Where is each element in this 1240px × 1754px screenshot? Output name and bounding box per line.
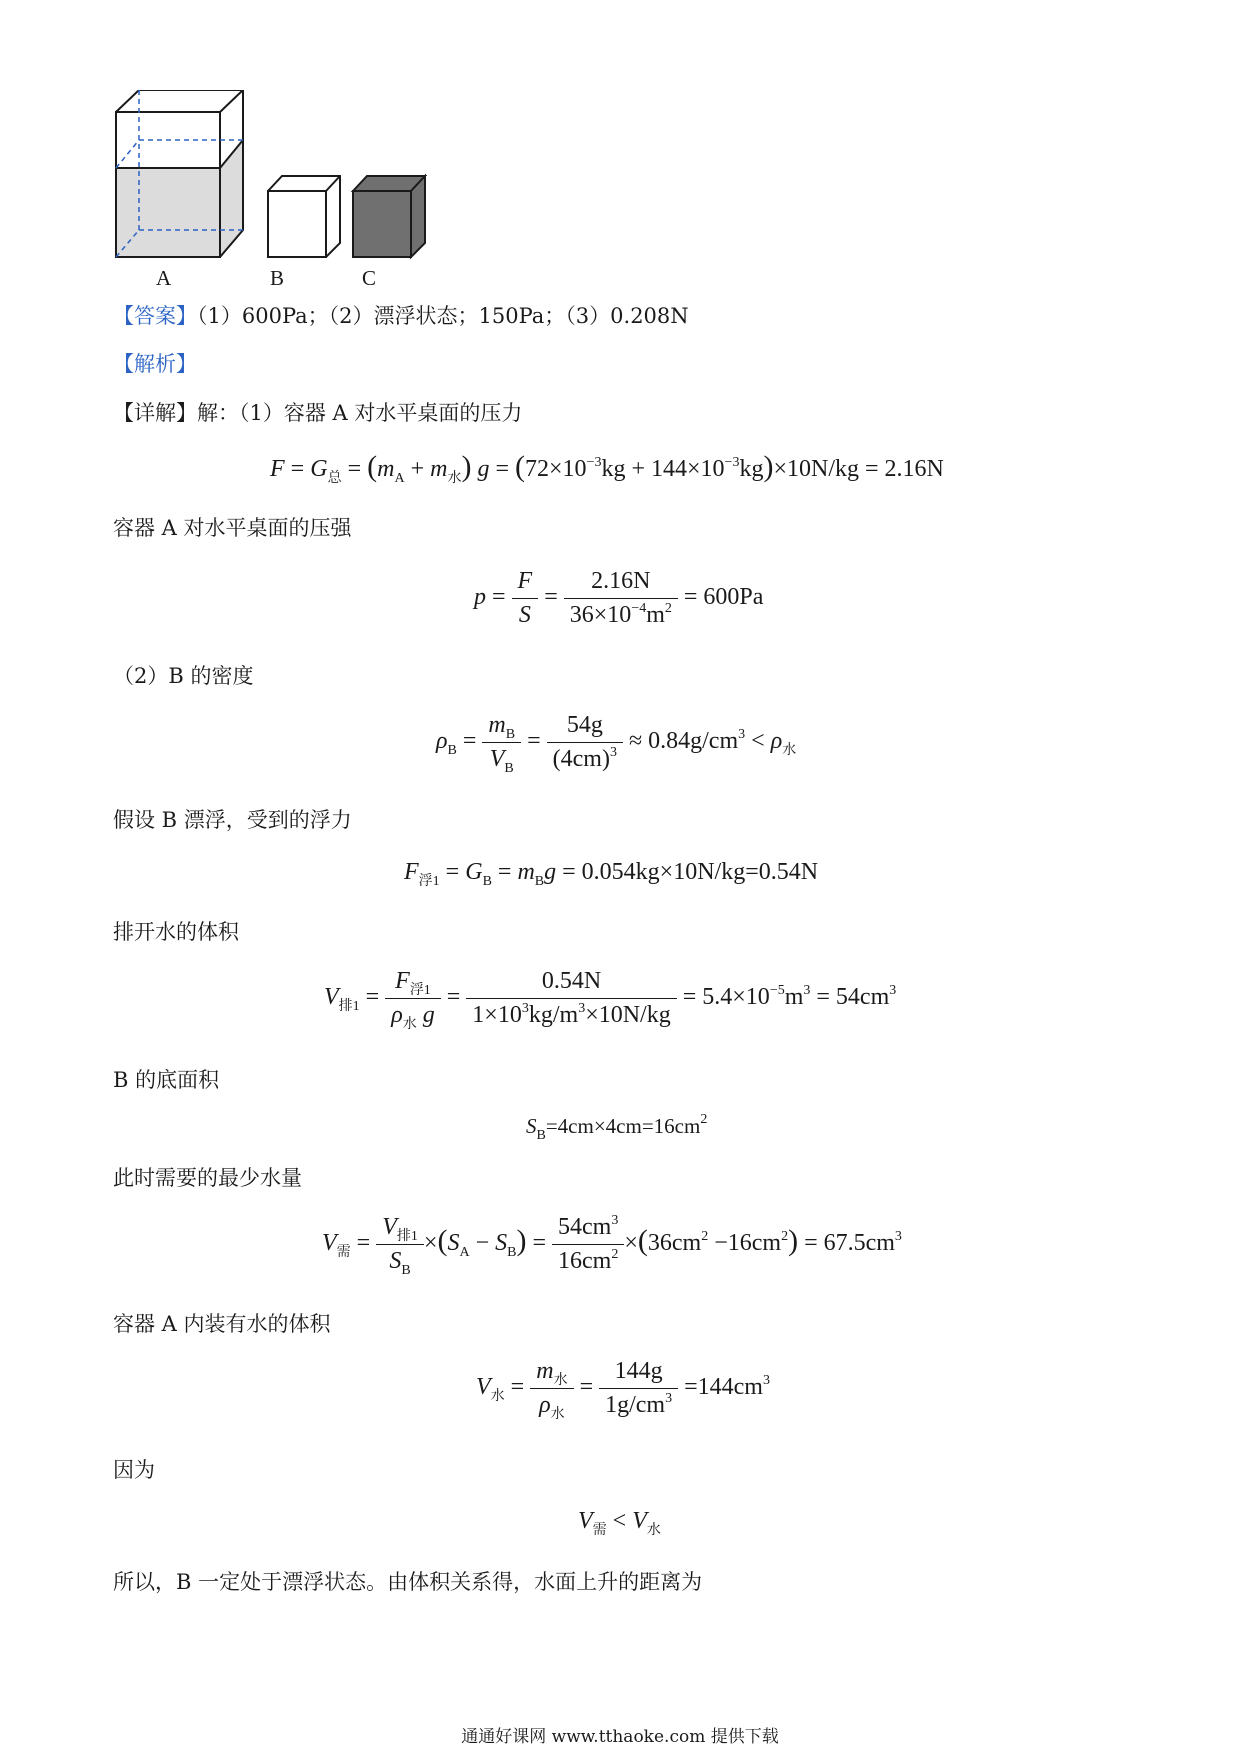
equation-7: $V_需$ = $\frac{V_{排1}}{S_B}$ $\times(S_A - S_B)$ = $\frac{54cm^3}{16cm^2}$ $\times(36cm^2 -16cm^2) = 67.5cm^3$ <box>322 1213 902 1278</box>
text-conclusion: 所以，B 一定处于漂浮状态。由体积关系得，水面上升的距离为 <box>113 1570 703 1594</box>
figure-label-c: C <box>362 266 377 290</box>
text-min-water: 此时需要的最少水量 <box>113 1166 302 1190</box>
text-displaced: 排开水的体积 <box>113 920 239 944</box>
text-because: 因为 <box>113 1458 155 1482</box>
water-side <box>220 140 243 257</box>
equation-8: $V_水$ = $\frac{m_水}{\rho_水}$ = $\frac{144g}{1g/cm^3}$ $=144cm^3$ <box>476 1358 770 1422</box>
text-pressure: 容器 A 对水平桌面的压强 <box>113 516 352 540</box>
equation-1: $F = G_总 = (m_A + m_水) g = (72\times 10^{-3}kg + 144\times 10^{-3}kg)\times 10N/kg = 2.16N$ <box>270 450 944 486</box>
block-c <box>353 176 425 257</box>
page-footer: 通通好课网 www.tthaoke.com 提供下载 <box>461 1727 779 1747</box>
figure-containers <box>110 90 430 290</box>
detail-tag: 【详解】 <box>113 401 197 425</box>
equation-6: $S_B=4cm\times 4cm=16cm^2$ <box>526 1112 708 1143</box>
detail-intro: 解：（1）容器 A 对水平桌面的压力 <box>197 401 523 425</box>
container-a <box>116 90 243 257</box>
block-b <box>268 176 340 257</box>
answer-line <box>113 302 689 330</box>
analysis-tag: 【解析】 <box>113 352 197 376</box>
equation-2: p = $\frac{F}{S}$ = $\frac{2.16N}{36\times 10^{-4}m^2}$ = 600Pa <box>474 568 764 628</box>
answer-text: （1）600Pa；（2）漂浮状态；150Pa；（3）0.208N <box>197 304 689 328</box>
equation-3: $\rho_B$ = $\frac{m_B}{V_B}$ = $\frac{54g}{(4cm)^3}$ ≈ $0.84g/cm^3 < \rho_水$ <box>436 712 797 776</box>
text-water-volume: 容器 A 内装有水的体积 <box>113 1312 331 1336</box>
equation-4: $F_{浮1} = G_B = m_Bg = 0.054kg\times 10N/kg=0.54N$ <box>404 859 819 889</box>
text-base-area: B 的底面积 <box>113 1068 220 1092</box>
figure-label-b: B <box>270 266 285 290</box>
water-front-upper <box>116 168 220 226</box>
equation-5: $V_{排1}$ = $\frac{F_{浮1}}{\rho_水 g}$ = $\frac{0.54N}{1\times 10^3kg/m^3\times 10N/kg}$ = $5.4\times 10^{-5}m^3 = 54cm^3$ <box>324 968 897 1032</box>
detail-line <box>113 399 522 427</box>
figure-label-a: A <box>156 266 172 290</box>
equation-9: $V_需 < V_水$ <box>578 1508 661 1538</box>
answer-tag: 【答案】 <box>113 304 197 328</box>
text-density: （2）B 的密度 <box>113 664 254 688</box>
text-buoyancy: 假设 B 漂浮，受到的浮力 <box>113 808 352 832</box>
